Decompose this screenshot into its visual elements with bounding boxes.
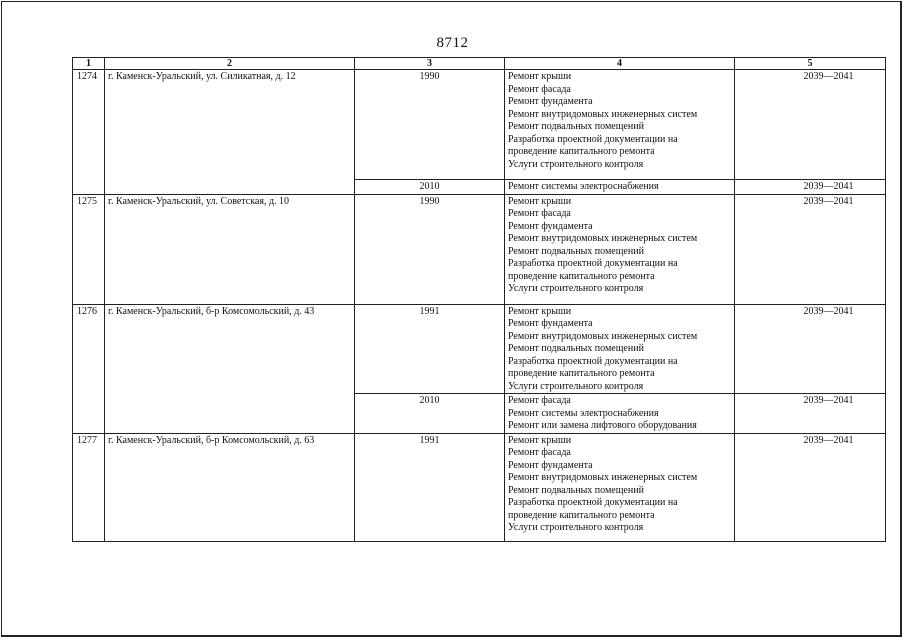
- header-col-3: 3: [355, 58, 505, 70]
- record-works: [505, 180, 735, 195]
- work-item: Услуги строительного контроля: [508, 380, 644, 392]
- record-year: 1991: [355, 304, 505, 394]
- work-item: Услуги строительного контроля: [508, 283, 644, 294]
- work-item: Разработка проектной документации на: [508, 497, 678, 508]
- work-item: Ремонт крыши: [508, 434, 572, 446]
- table-row: [73, 70, 886, 180]
- work-item: Ремонт внутридомовых инженерных систем: [508, 108, 698, 120]
- record-period: 2039—2041: [735, 180, 886, 195]
- record-number: 1275: [73, 194, 105, 304]
- work-item: Ремонт системы электроснабжения: [508, 407, 659, 419]
- table-row: [73, 433, 886, 541]
- work-item: Ремонт системы электроснабжения: [508, 181, 659, 192]
- record-address: г. Каменск-Уральский, б-р Комсомольский, д. 43: [105, 304, 355, 433]
- work-item: Ремонт фундамента: [508, 459, 593, 471]
- work-item: проведение капитального ремонта: [508, 368, 655, 379]
- work-item: Ремонт внутридомовых инженерных систем: [508, 330, 698, 342]
- record-period: 2039—2041: [735, 304, 886, 394]
- work-item: Ремонт крыши: [508, 71, 572, 82]
- record-address: г. Каменск-Уральский, ул. Советская, д. 10: [105, 194, 355, 304]
- work-item: Ремонт крыши: [508, 195, 572, 207]
- work-item: Ремонт подвальных помещений: [508, 484, 644, 496]
- record-works: [505, 70, 735, 180]
- work-item: Разработка проектной документации на: [508, 258, 678, 269]
- header-col-5: 5: [735, 58, 886, 70]
- work-item: проведение капитального ремонта: [508, 146, 655, 157]
- work-item: проведение капитального ремонта: [508, 509, 655, 521]
- work-item: Ремонт фасада: [508, 447, 571, 458]
- work-item: Ремонт фундамента: [508, 220, 593, 232]
- record-year: 1990: [355, 70, 505, 180]
- record-works: [505, 194, 735, 304]
- work-item: Ремонт внутридомовых инженерных систем: [508, 233, 698, 244]
- work-item: Услуги строительного контроля: [508, 522, 644, 533]
- header-row: [73, 58, 886, 70]
- table-row: [73, 194, 886, 304]
- work-item: Разработка проектной документации на: [508, 133, 678, 145]
- record-year: 2010: [355, 394, 505, 434]
- record-period: 2039—2041: [735, 394, 886, 434]
- work-item: Ремонт или замена лифтового оборудования: [508, 420, 697, 431]
- record-year: 2010: [355, 180, 505, 195]
- record-year: 1990: [355, 194, 505, 304]
- work-item: Ремонт крыши: [508, 305, 572, 317]
- work-item: Ремонт фасада: [508, 83, 571, 95]
- work-item: Ремонт подвальных помещений: [508, 245, 644, 257]
- record-number: 1277: [73, 433, 105, 541]
- record-works: [505, 433, 735, 541]
- header-col-2: 2: [105, 58, 355, 70]
- capital-repair-table: [72, 57, 886, 542]
- record-works: [505, 304, 735, 394]
- work-item: Ремонт фасада: [508, 208, 571, 219]
- record-period: 2039—2041: [735, 194, 886, 304]
- record-period: 2039—2041: [735, 433, 886, 541]
- work-item: Ремонт внутридомовых инженерных систем: [508, 472, 698, 483]
- work-item: Ремонт фундамента: [508, 96, 593, 107]
- record-address: г. Каменск-Уральский, ул. Силикатная, д. 12: [105, 70, 355, 195]
- work-item: Разработка проектной документации на: [508, 355, 678, 367]
- record-address: г. Каменск-Уральский, б-р Комсомольский, д. 63: [105, 433, 355, 541]
- record-works: [505, 394, 735, 434]
- work-item: проведение капитального ремонта: [508, 270, 655, 282]
- record-number: 1274: [73, 70, 105, 195]
- header-col-1: 1: [73, 58, 105, 70]
- work-item: Ремонт фундамента: [508, 318, 593, 329]
- work-item: Ремонт фасада: [508, 395, 571, 406]
- header-col-4: 4: [505, 58, 735, 70]
- table-row: [73, 304, 886, 394]
- record-number: 1276: [73, 304, 105, 433]
- work-item: Ремонт подвальных помещений: [508, 121, 644, 132]
- page-number: 8712: [436, 35, 469, 51]
- record-year: 1991: [355, 433, 505, 541]
- work-item: Ремонт подвальных помещений: [508, 343, 644, 354]
- record-period: 2039—2041: [735, 70, 886, 180]
- work-item: Услуги строительного контроля: [508, 158, 644, 170]
